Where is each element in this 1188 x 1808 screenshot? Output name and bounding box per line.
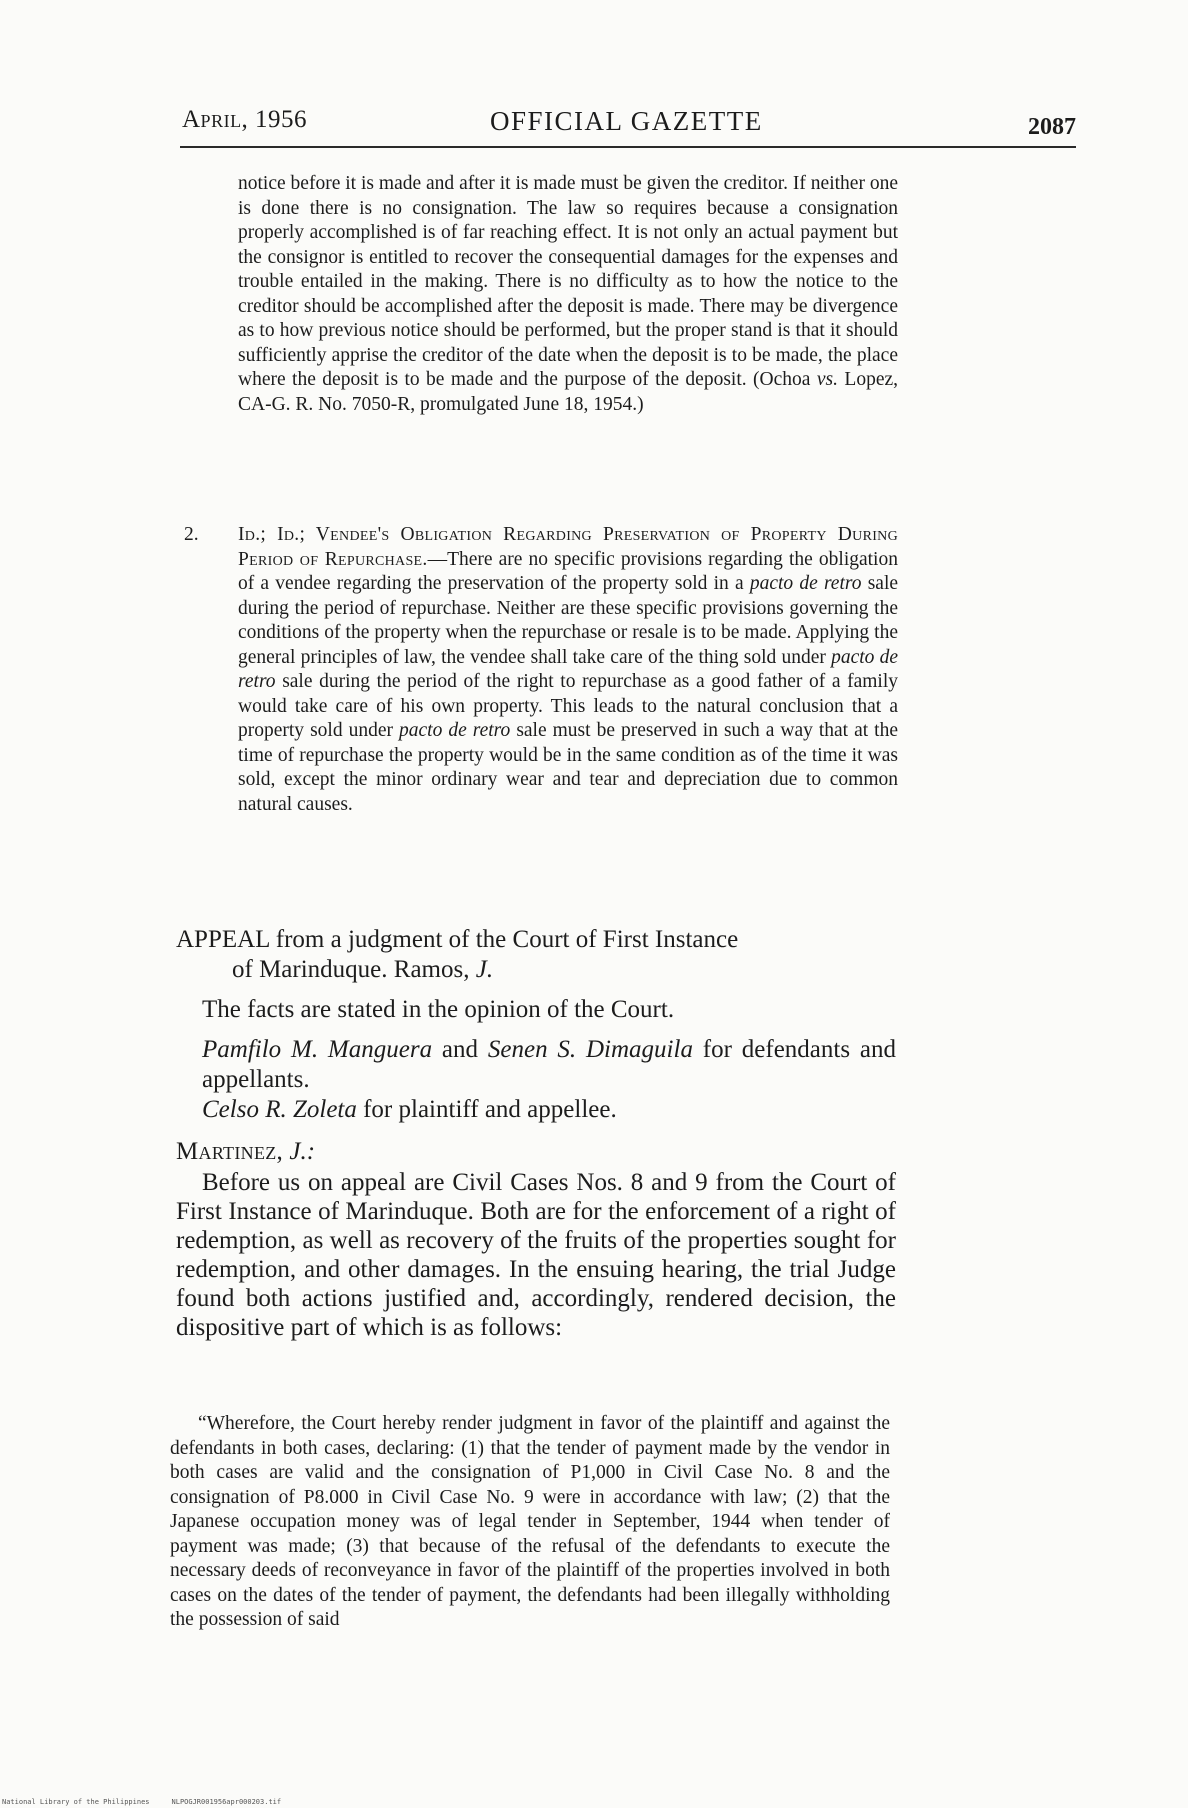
counsel-line <box>176 1035 896 1095</box>
syllabus-item-2 <box>184 523 898 817</box>
counsel-name: Pamfilo M. Manguera <box>202 1036 433 1063</box>
appeal-line-2 <box>176 955 896 985</box>
justice-title: J.: <box>289 1138 316 1165</box>
issue-date: April, 1956 <box>182 106 308 133</box>
facts-statement: The facts are stated in the opinion of the Court. <box>202 996 675 1023</box>
counsel-appellee <box>202 1095 902 1125</box>
justice-name: Martinez, <box>176 1138 284 1165</box>
counsel-role: for defendants and appellants. <box>202 1036 897 1093</box>
syllabus-item-heading: Id.; Id.; Vendee's Obligation Regarding Preservation of Property During Period of Repurchase. <box>238 524 898 570</box>
syllabus-text: sale during the period of the right to repurchase as a good father of a family would take care of his own property. This leads to the natural conclusion that a property sold under <box>238 671 899 741</box>
syllabus-dash: — <box>427 548 448 570</box>
appeal-statement <box>176 925 896 985</box>
library-credit: National Library of the Philippines <box>2 1798 150 1806</box>
appeal-court: of Marinduque. Ramos, <box>232 956 470 983</box>
syllabus-text: notice before it is made and after it is made must be given the creditor. If neither one is done there is no consignation. The law so requires because a consignation properly accomplished is of far reaching effect. It is not only an actual payment but the consignor is entitled to recover the consequential damages for the expenses and trouble entailed in the making. There is no difficulty as to how the notice to the creditor should be accomplished after the deposit is made. There may be divergence as to how previous notice should be performed, but the proper stand is that it should sufficiently apprise the creditor of the date when the deposit is to be made, the place where the deposit is to be made and the purpose of the deposit. (Ochoa <box>238 173 898 390</box>
quote-text: “Wherefore, the Court hereby render judgment in favor of the plaintiff and against the defendants in both cases, declaring: (1) that the tender of payment made by the vendor in both cases are valid and the consignation of P1,000 in Civil Case No. 8 and the consignation of P8.000 in Civil Case No. 9 were in accordance with law; (2) that the Japanese occupation money was of legal tender in September, 1944 when tender of payment was made; (3) that because of the refusal of the defendants to execute the necessary deeds of reconveyance in favor of the plaintiff of the properties involved in both cases on the dates of the tender of payment, the defendants had been illegally withholding the possession of said <box>170 1413 890 1630</box>
latin-term: pacto de retro <box>399 720 511 741</box>
counsel-appellants <box>176 1035 896 1095</box>
scan-filename: NLPOGJR001956apr000203.tif <box>171 1798 282 1806</box>
counsel-conjunction: and <box>441 1036 479 1063</box>
ponente <box>176 1137 896 1167</box>
running-header <box>180 100 1076 140</box>
decision-quote <box>170 1412 890 1633</box>
syllabus-versus: vs. <box>816 369 838 390</box>
syllabus-text: There are no specific provisions regarding the obligation of a vendee regarding the preservation of the property sold in a <box>238 548 898 594</box>
header-rule <box>180 146 1076 148</box>
publication-title: OFFICIAL GAZETTE <box>490 106 763 136</box>
counsel-role: for plaintiff and appellee. <box>363 1096 617 1123</box>
syllabus-item-number: 2. <box>184 524 199 545</box>
latin-term: pacto de retro <box>749 573 862 594</box>
counsel-name: Celso R. Zoleta <box>202 1096 357 1123</box>
syllabus-paragraph-1 <box>238 172 898 417</box>
appeal-line-1: APPEAL from a judgment of the Court of First Instance <box>176 926 739 953</box>
syllabus-text: sale must be preserved in such a way that at the time of repurchase the property would be in the same condition as of the time it was sold, except the minor ordinary wear and tear and depreciation due to common natural causes. <box>238 720 899 815</box>
scan-footer <box>2 1798 281 1806</box>
syllabus-text: sale during the period of repurchase. Neither are these specific provisions governing the conditions of the property when the repurchase or resale is to be made. Applying the general principles of law, the vendee shall take care of the thing sold under <box>238 573 899 668</box>
opinion-paragraph <box>176 1168 896 1342</box>
page-number: 2087 <box>1028 114 1076 140</box>
opinion-text: Before us on appeal are Civil Cases Nos. 8 and 9 from the Court of First Instance of Marinduque. Both are for the enforcement of a right of redemption, as well as recovery of the fruits of the properties sought for redemption, and other damages. In the ensuing hearing, the trial Judge found both actions justified and, accordingly, rendered decision, the dispositive part of which is as follows: <box>176 1169 896 1341</box>
syllabus-citation: Lopez, CA-G. R. No. 7050-R, promulgated June 18, 1954.) <box>238 369 899 415</box>
appeal-judge: J. <box>475 956 494 983</box>
syllabus-item-body <box>184 523 898 817</box>
latin-term: pacto de retro <box>238 646 899 692</box>
counsel-name: Senen S. Dimaguila <box>487 1036 693 1063</box>
